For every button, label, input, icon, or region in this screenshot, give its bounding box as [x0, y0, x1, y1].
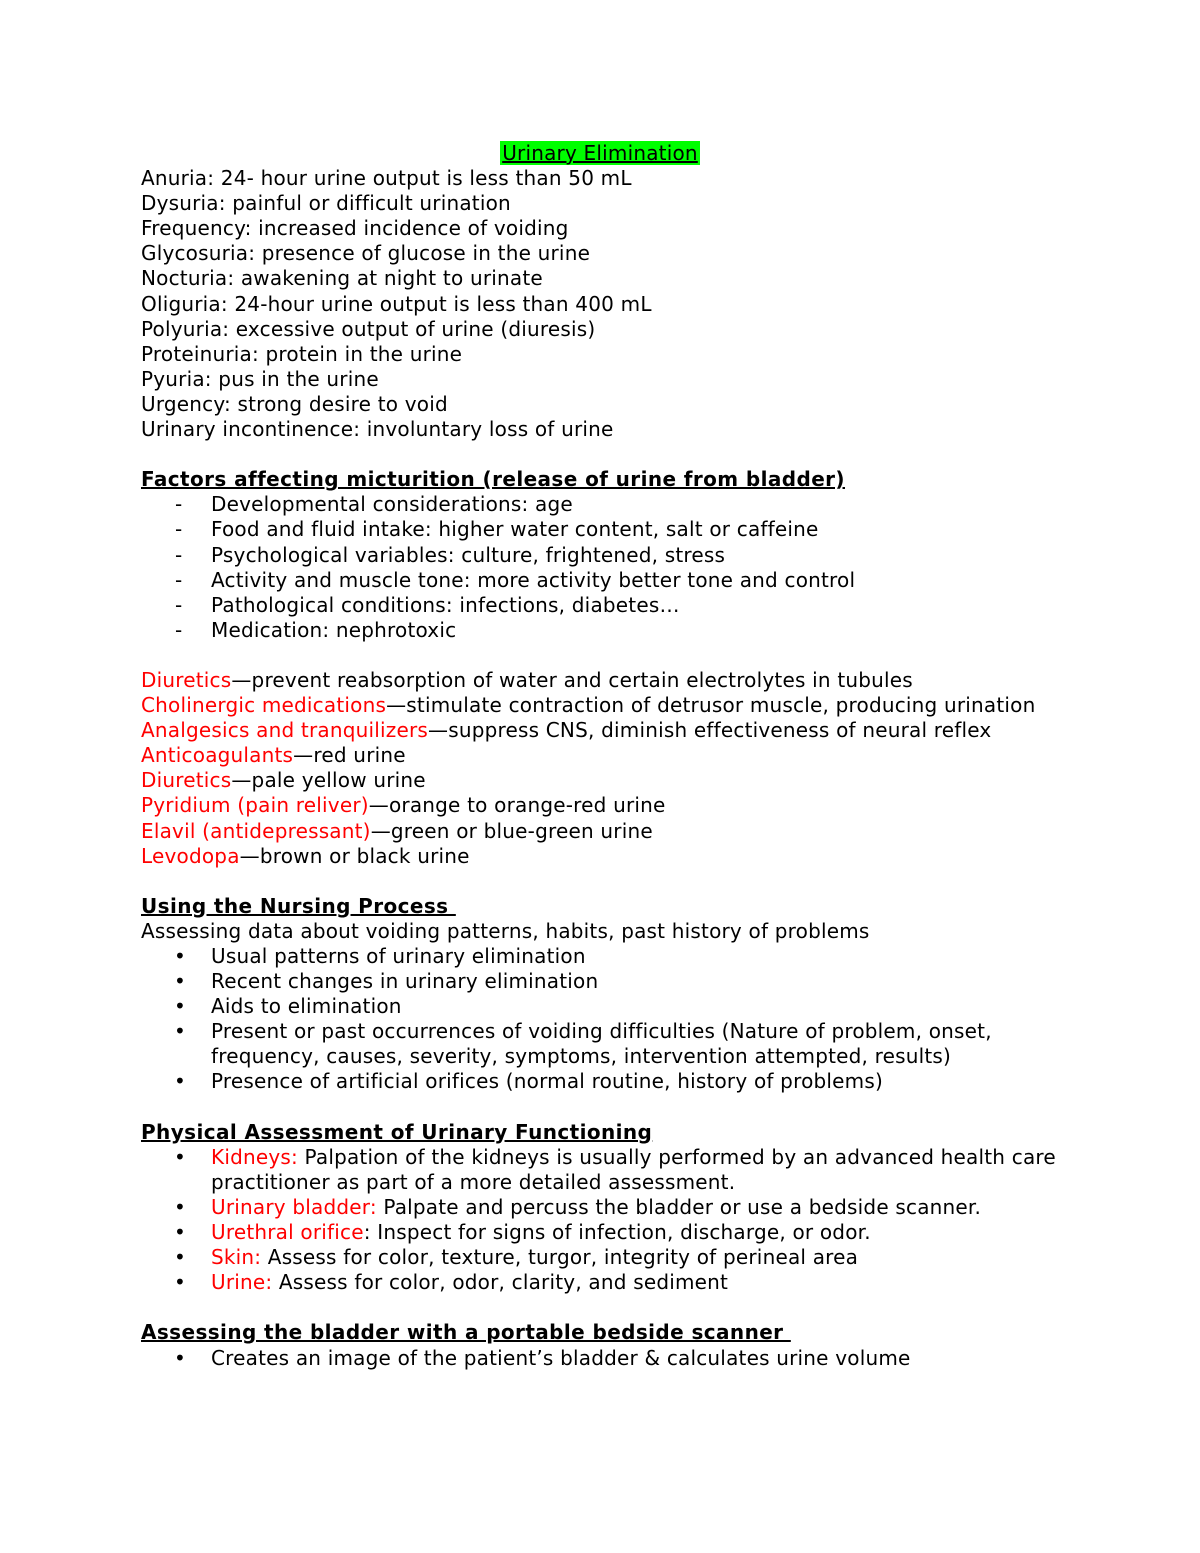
list-item-term: Kidneys: [211, 1144, 298, 1169]
bullet-marker: • [174, 1194, 186, 1219]
medication-term: Cholinergic medications [141, 693, 387, 718]
list-item [141, 1346, 1061, 1371]
medication-line [141, 819, 1061, 844]
medications-list [141, 668, 1061, 869]
spacer [141, 869, 1061, 894]
list-item-text: Creates an image of the patient’s bladder & calculates urine volume [211, 1345, 911, 1370]
medication-desc: —orange to orange-red urine [368, 793, 666, 818]
list-item [141, 969, 1061, 994]
document-title: Urinary Elimination [502, 141, 698, 165]
definition-line: Urgency: strong desire to void [141, 391, 448, 416]
list-item-text: Presence of artificial orifices (normal routine, history of problems) [211, 1069, 883, 1094]
bullet-marker: • [174, 1144, 186, 1169]
nursing-heading: Using the Nursing Process [141, 893, 456, 918]
physical-heading: Physical Assessment of Urinary Functioning [141, 1119, 653, 1144]
list-item [141, 618, 1061, 643]
list-item-text: Aids to elimination [211, 994, 402, 1019]
list-item [141, 593, 1061, 618]
medication-term: Diuretics [141, 768, 232, 793]
dash-marker: - [175, 567, 183, 592]
definition-line: Polyuria: excessive output of urine (diuresis) [141, 316, 596, 341]
definitions-list [141, 166, 1061, 442]
definition-line: Proteinuria: protein in the urine [141, 341, 463, 366]
medication-desc: —pale yellow urine [231, 768, 426, 793]
list-item-text: Activity and muscle tone: more activity better tone and control [211, 567, 856, 592]
list-item [141, 1195, 1061, 1220]
bullet-marker: • [174, 1069, 186, 1094]
list-item-term: Urinary bladder: [211, 1194, 377, 1219]
list-item-text: Assess for color, texture, turgor, integrity of perineal area [261, 1245, 859, 1270]
nursing-list [141, 944, 1061, 1095]
dash-marker: - [175, 517, 183, 542]
list-item-text: Palpation of the kidneys is usually performed by an advanced health care practitioner as part of a more detailed assessment. [211, 1144, 1056, 1194]
medication-term: Diuretics [141, 667, 232, 692]
definition-line: Nocturia: awakening at night to urinate [141, 266, 543, 291]
medication-desc: —prevent reabsorption of water and certain electrolytes in tubules [231, 667, 913, 692]
list-item-text: Assess for color, odor, clarity, and sediment [272, 1270, 729, 1295]
list-item-text: Palpate and percuss the bladder or use a bedside scanner. [376, 1194, 982, 1219]
medication-term: Analgesics and tranquilizers [141, 718, 428, 743]
list-item [141, 1220, 1061, 1245]
list-item-text: : Inspect for signs of infection, discharge, or odor. [363, 1220, 871, 1245]
medication-line [141, 743, 1061, 768]
medication-term: Levodopa [141, 843, 240, 868]
bullet-marker: • [174, 1019, 186, 1044]
list-item [141, 994, 1061, 1019]
list-item [141, 1019, 1061, 1069]
medication-line [141, 768, 1061, 793]
list-item [141, 1270, 1061, 1295]
spacer [141, 1295, 1061, 1320]
medication-desc: —brown or black urine [239, 843, 470, 868]
medication-desc: —stimulate contraction of detrusor muscle, producing urination [386, 693, 1036, 718]
list-item-text: Present or past occurrences of voiding difficulties (Nature of problem, onset, frequency, causes, severity, symptoms, intervention attempted, results) [211, 1019, 992, 1069]
bullet-marker: • [174, 994, 186, 1019]
list-item [141, 543, 1061, 568]
definition-line: Dysuria: painful or difficult urination [141, 191, 511, 216]
list-item-text: Developmental considerations: age [211, 492, 573, 517]
list-item [141, 1069, 1061, 1094]
medication-term: Elavil (antidepressant) [141, 818, 371, 843]
physical-list [141, 1145, 1061, 1296]
document-page [141, 141, 1061, 1371]
bullet-marker: • [174, 1270, 186, 1295]
bullet-marker: • [174, 944, 186, 968]
list-item-term: Skin: [211, 1245, 262, 1270]
medication-desc: —green or blue-green urine [370, 818, 653, 843]
list-item-term: Urethral orifice [211, 1220, 364, 1245]
list-item-text: Psychological variables: culture, frightened, stress [211, 542, 726, 567]
nursing-intro: Assessing data about voiding patterns, habits, past history of problems [141, 918, 870, 943]
title-row [140, 141, 1060, 166]
spacer [141, 1095, 1061, 1120]
scanner-list [141, 1346, 1061, 1371]
definition-line: Frequency: increased incidence of voiding [141, 216, 569, 241]
medication-line [141, 693, 1061, 718]
list-item [141, 492, 1061, 517]
list-item-text: Food and fluid intake: higher water content, salt or caffeine [211, 517, 819, 542]
definition-line: Anuria: 24- hour urine output is less than 50 mL [141, 166, 632, 191]
factors-heading: Factors affecting micturition (release of urine from bladder) [141, 467, 845, 492]
list-item-text: Recent changes in urinary elimination [211, 969, 599, 994]
medication-desc: —suppress CNS, diminish effectiveness of neural reflex [428, 718, 992, 743]
list-item-text: Pathological conditions: infections, diabetes… [211, 592, 680, 617]
medication-term: Anticoagulants [141, 743, 294, 768]
list-item-text: Medication: nephrotoxic [211, 617, 457, 642]
list-item [141, 1145, 1061, 1195]
spacer [141, 442, 1061, 467]
medication-line [141, 668, 1061, 693]
medication-desc: —red urine [293, 743, 406, 768]
medication-term: Pyridium (pain reliver) [141, 793, 369, 818]
definition-line: Urinary incontinence: involuntary loss of urine [141, 417, 614, 442]
medication-line [141, 793, 1061, 818]
definition-line: Oliguria: 24-hour urine output is less than 400 mL [141, 291, 652, 316]
medication-line [141, 844, 1061, 869]
dash-marker: - [175, 592, 183, 617]
scanner-heading: Assessing the bladder with a portable bedside scanner [141, 1320, 791, 1345]
list-item-term: Urine: [211, 1270, 273, 1295]
factors-list [141, 492, 1061, 643]
list-item [141, 1245, 1061, 1270]
list-item [141, 944, 1061, 969]
dash-marker: - [175, 617, 183, 642]
bullet-marker: • [174, 1220, 186, 1245]
medication-line [141, 718, 1061, 743]
list-item [141, 517, 1061, 542]
list-item [141, 568, 1061, 593]
bullet-marker: • [174, 969, 186, 994]
list-item-text: Usual patterns of urinary elimination [211, 944, 586, 968]
bullet-marker: • [174, 1245, 186, 1270]
dash-marker: - [175, 492, 183, 517]
dash-marker: - [175, 542, 183, 567]
definition-line: Glycosuria: presence of glucose in the urine [141, 241, 591, 266]
definition-line: Pyuria: pus in the urine [141, 366, 379, 391]
spacer [141, 643, 1061, 668]
bullet-marker: • [174, 1345, 186, 1370]
